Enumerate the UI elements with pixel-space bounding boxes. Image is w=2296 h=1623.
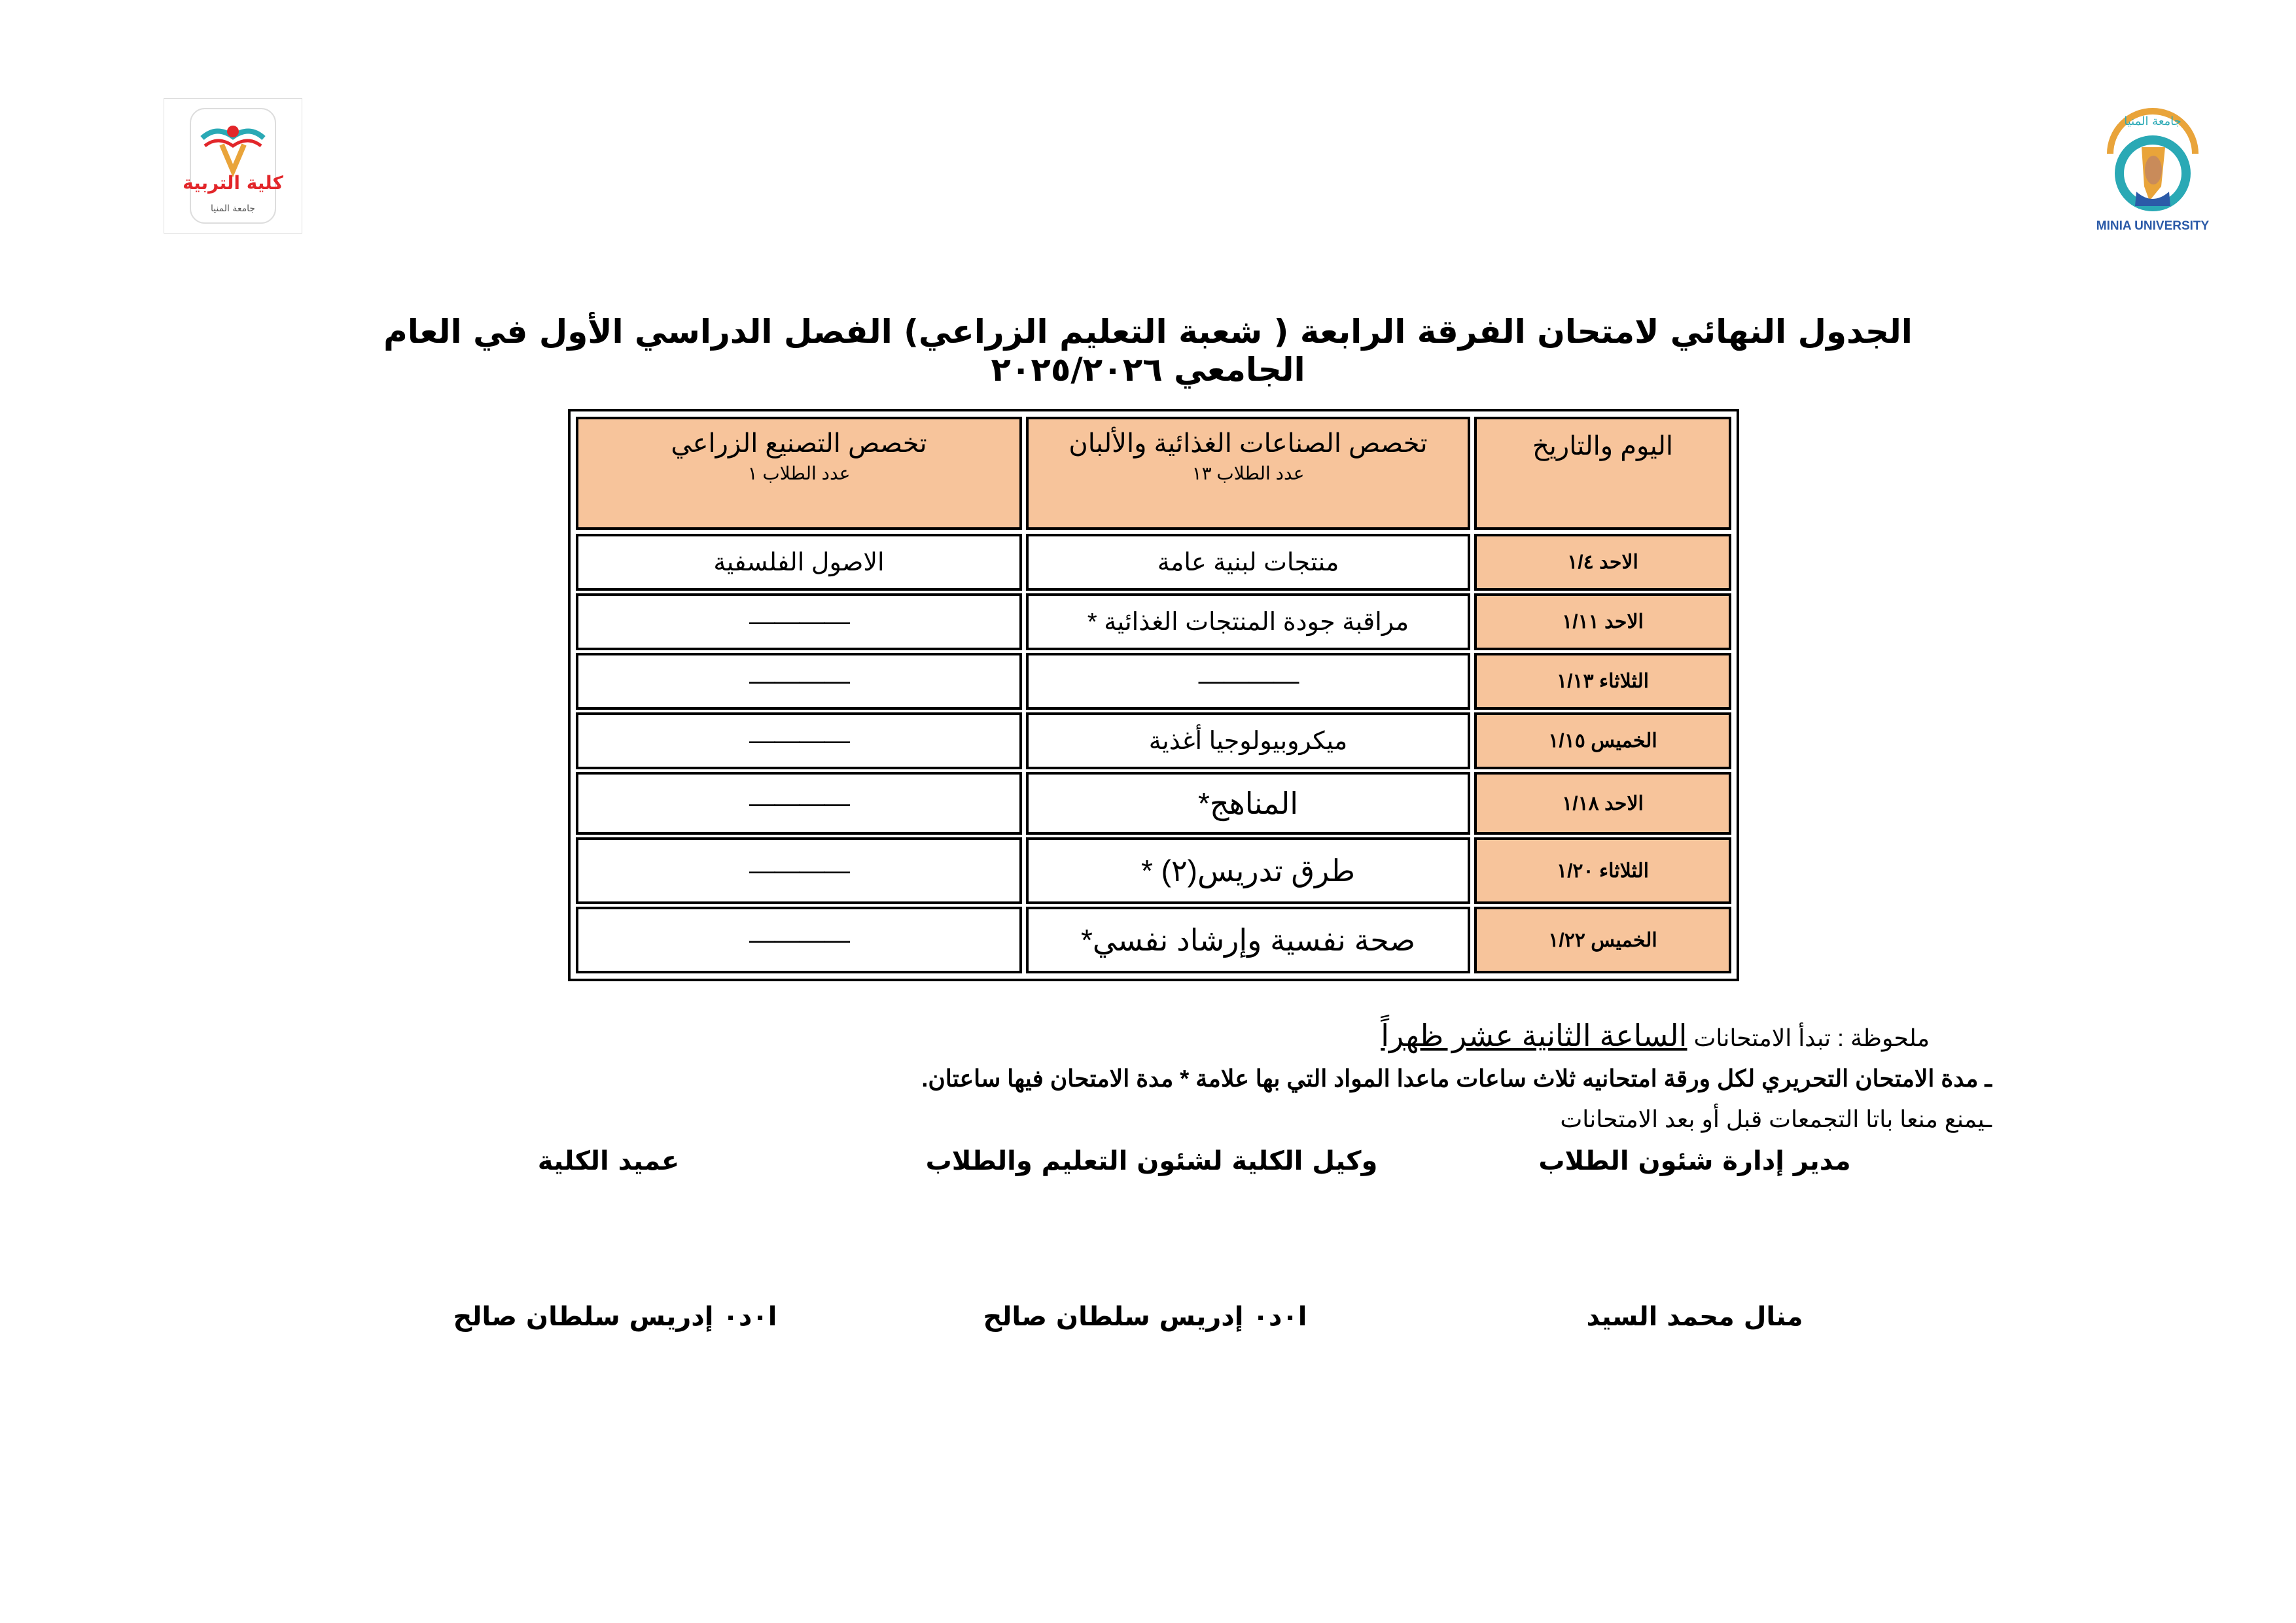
header-manufacturing-count: عدد الطلاب ١: [747, 463, 851, 483]
date-label: الاحد ١/٤: [1567, 551, 1638, 573]
date-label: الخميس ١/٢٢: [1548, 929, 1657, 951]
row-manufacturing-subject: [576, 593, 1022, 650]
row-date: [1474, 534, 1731, 591]
row-food-subject: [1026, 837, 1470, 904]
faculty-of-education-logo: [164, 98, 302, 234]
subject-label: منتجات لبنية عامة: [1157, 549, 1339, 576]
note-exam-duration: ـ مدة الامتحان التحريري لكل ورقة امتحانيه ثلاث ساعات ماعدا المواد التي بها علامة * مدة الامتحان فيها ساعتان.: [921, 1065, 1992, 1092]
signature-role-student-affairs: مدير إدارة شئون الطلاب: [1538, 1146, 1851, 1176]
signature-role-vice-dean: وكيل الكلية لشئون التعليم والطلاب: [925, 1146, 1378, 1176]
subject-label: المناهج*: [1197, 786, 1299, 820]
university-arabic-name: جامعة المنيا: [2124, 114, 2181, 128]
university-english-name: MINIA UNIVERSITY: [2096, 219, 2210, 233]
row-date: [1474, 772, 1731, 835]
page-title: الجدول النهائي لامتحان الفرقة الرابعة ( شعبة التعليم الزراعي) الفصل الدراسي الأول في العام الجامعي ٢٠٢٥/٢٠٢٦: [383, 313, 1913, 389]
header-agri-manufacturing: [576, 417, 1022, 530]
row-manufacturing-subject: [576, 837, 1022, 904]
row-food-subject: [1026, 907, 1470, 973]
row-food-subject: [1026, 653, 1470, 710]
row-date: [1474, 837, 1731, 904]
subject-label: طرق تدريس(٢) *: [1140, 854, 1356, 888]
signature-name-vice-dean: ا٠د٠ إدريس سلطان صالح: [983, 1302, 1307, 1332]
note-no-gatherings: ـيمنع منعا باتا التجمعات قبل أو بعد الامتحانات: [1560, 1106, 1992, 1132]
row-date: [1474, 653, 1731, 710]
empty-dash: ————: [749, 607, 849, 636]
empty-dash: ————: [749, 925, 849, 954]
subject-label: ميكروبيولوجيا أغذية: [1148, 727, 1348, 755]
minia-university-logo: [2097, 108, 2208, 242]
header-day-date: [1474, 417, 1731, 530]
subject-label: الاصول الفلسفية: [713, 549, 885, 576]
note-exam-start: [1381, 1018, 1930, 1053]
row-manufacturing-subject: [576, 653, 1022, 710]
header-day-date-label: اليوم والتاريخ: [1532, 432, 1674, 461]
row-manufacturing-subject: [576, 772, 1022, 835]
empty-dash: ————: [749, 726, 849, 755]
faculty-university-sub: جامعة المنيا: [210, 203, 256, 214]
empty-dash: ————: [749, 788, 849, 818]
row-date: [1474, 907, 1731, 973]
signature-role-dean: عميد الكلية: [537, 1146, 680, 1176]
subject-label: مراقبة جودة المنتجات الغذائية *: [1087, 608, 1409, 636]
header-food-label: تخصص الصناعات الغذائية والألبان: [1069, 429, 1428, 458]
row-food-subject: [1026, 593, 1470, 650]
exam-schedule-table: [568, 409, 1739, 981]
date-label: الخميس ١/١٥: [1548, 730, 1657, 752]
note-prefix: ملحوظة : تبدأ الامتحانات: [1687, 1024, 1930, 1051]
row-manufacturing-subject: [576, 907, 1022, 973]
row-food-subject: [1026, 712, 1470, 769]
faculty-name: كلية التربية: [183, 172, 283, 194]
signature-name-student-affairs: منال محمد السيد: [1586, 1302, 1803, 1332]
signature-name-dean: ا٠د٠ إدريس سلطان صالح: [453, 1302, 777, 1332]
subject-label: صحة نفسية وإرشاد نفسي*: [1081, 923, 1416, 957]
note-exam-time: الساعة الثانية عشر ظهراً: [1381, 1019, 1687, 1053]
date-label: الاحد ١/١٨: [1562, 792, 1644, 814]
row-date: [1474, 593, 1731, 650]
date-label: الثلاثاء ١/٢٠: [1556, 860, 1650, 882]
row-manufacturing-subject: [576, 712, 1022, 769]
empty-dash: ————: [1198, 667, 1298, 695]
date-label: الثلاثاء ١/١٣: [1556, 671, 1650, 692]
date-label: الاحد ١/١١: [1562, 611, 1644, 633]
header-food-industries: [1026, 417, 1470, 530]
row-date: [1474, 712, 1731, 769]
row-food-subject: [1026, 772, 1470, 835]
header-food-count: عدد الطلاب ١٣: [1192, 463, 1305, 483]
header-manufacturing-label: تخصص التصنيع الزراعي: [671, 429, 927, 458]
empty-dash: ————: [749, 856, 849, 885]
row-manufacturing-subject: [576, 534, 1022, 591]
empty-dash: ————: [749, 667, 849, 695]
row-food-subject: [1026, 534, 1470, 591]
